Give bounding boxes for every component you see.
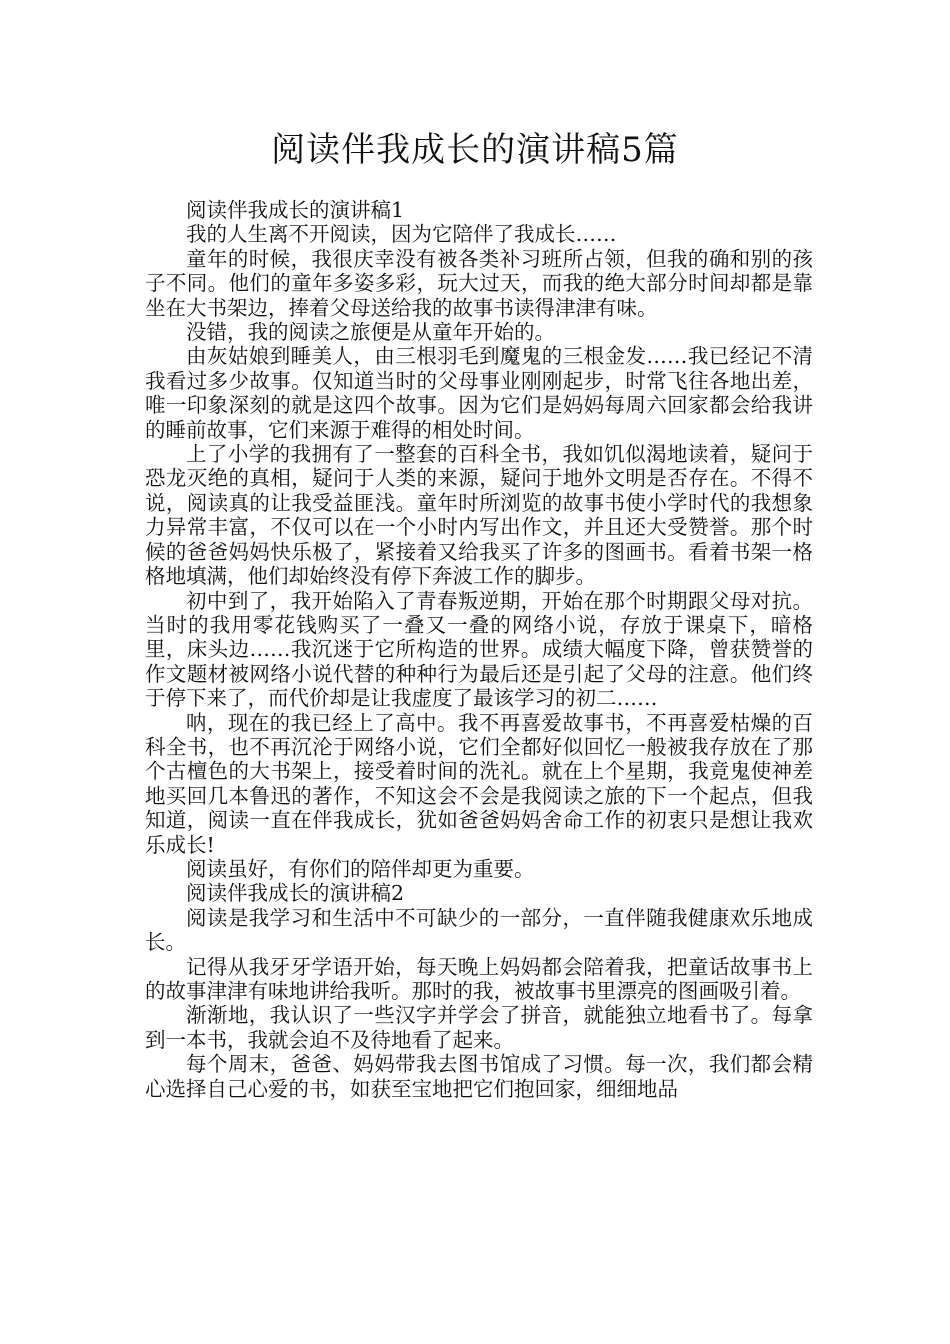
section-heading: 阅读伴我成长的演讲稿2 bbox=[186, 881, 405, 906]
paragraph: 每个周末，爸爸、妈妈带我去图书馆成了习惯。每一次，我们都会精心选择自己心爱的书，如获至宝地把它们抱回家，细细地品 bbox=[145, 1052, 813, 1101]
paragraph: 上了小学的我拥有了一整套的百科全书，我如饥似渴地读着，疑问于恐龙灭绝的真相，疑问于人类的来源，疑问于地外文明是否存在。不得不说，阅读真的让我受益匪浅。童年时所浏览的故事书使小学时代的我想象力异常丰富，不仅可以在一个小时内写出作文，并且还大受赞誉。那个时候的爸爸妈妈快乐极了，紧接着又给我买了许多的图画书。看着书架一格格地填满，他们却始终没有停下奔波工作的脚步。 bbox=[145, 442, 813, 589]
paragraph: 童年的时候，我很庆幸没有被各类补习班所占领，但我的确和别的孩子不同。他们的童年多姿多彩，玩大过天，而我的绝大部分时间却都是靠坐在大书架边，捧着父母送给我的故事书读得津津有味。 bbox=[145, 246, 813, 320]
paragraph: 初中到了，我开始陷入了青春叛逆期，开始在那个时期跟父母对抗。当时的我用零花钱购买了一叠又一叠的网络小说，存放于课桌下，暗格里，床头边……我沉迷于它所构造的世界。成绩大幅度下降，曾获赞誉的作文题材被网络小说代替的种种行为最后还是引起了父母的注意。他们终于停下来了，而代价却是让我虚度了最该学习的初二…… bbox=[145, 588, 813, 711]
document-body bbox=[145, 198, 813, 1101]
paragraph: 记得从我牙牙学语开始，每天晚上妈妈都会陪着我，把童话故事书上的故事津津有味地讲给我听。那时的我，被故事书里漂亮的图画吸引着。 bbox=[145, 954, 813, 1003]
paragraph: 由灰姑娘到睡美人，由三根羽毛到魔鬼的三根金发……我已经记不清我看过多少故事。仅知道当时的父母事业刚刚起步，时常飞往各地出差，唯一印象深刻的就是这四个故事。因为它们是妈妈每周六回家都会给我讲的睡前故事，它们来源于难得的相处时间。 bbox=[145, 344, 813, 442]
paragraph: 渐渐地，我认识了一些汉字并学会了拼音，就能独立地看书了。每拿到一本书，我就会迫不及待地看了起来。 bbox=[145, 1003, 813, 1052]
section-heading: 阅读伴我成长的演讲稿1 bbox=[186, 198, 405, 222]
page-title: 阅读伴我成长的演讲稿5篇 bbox=[271, 130, 679, 170]
paragraph: 我的人生离不开阅读，因为它陪伴了我成长…… bbox=[186, 222, 617, 247]
paragraph: 没错，我的阅读之旅便是从童年开始的。 bbox=[186, 320, 555, 345]
paragraph: 阅读是我学习和生活中不可缺少的一部分，一直伴随我健康欢乐地成长。 bbox=[145, 905, 813, 955]
paragraph: 阅读虽好，有你们的陪伴却更为重要。 bbox=[186, 856, 535, 881]
paragraph: 呐，现在的我已经上了高中。我不再喜爱故事书，不再喜爱枯燥的百科全书，也不再沉沦于网络小说，它们全都好似回忆一般被我存放在了那个古檀色的大书架上，接受着时间的洗礼。就在上个星期，我竟鬼使神差地买回几本鲁迅的著作，不知这会不会是我阅读之旅的下一个起点，但我知道，阅读一直在伴我成长，犹如爸爸妈妈舍命工作的初衷只是想让我欢乐成长! bbox=[145, 710, 813, 857]
